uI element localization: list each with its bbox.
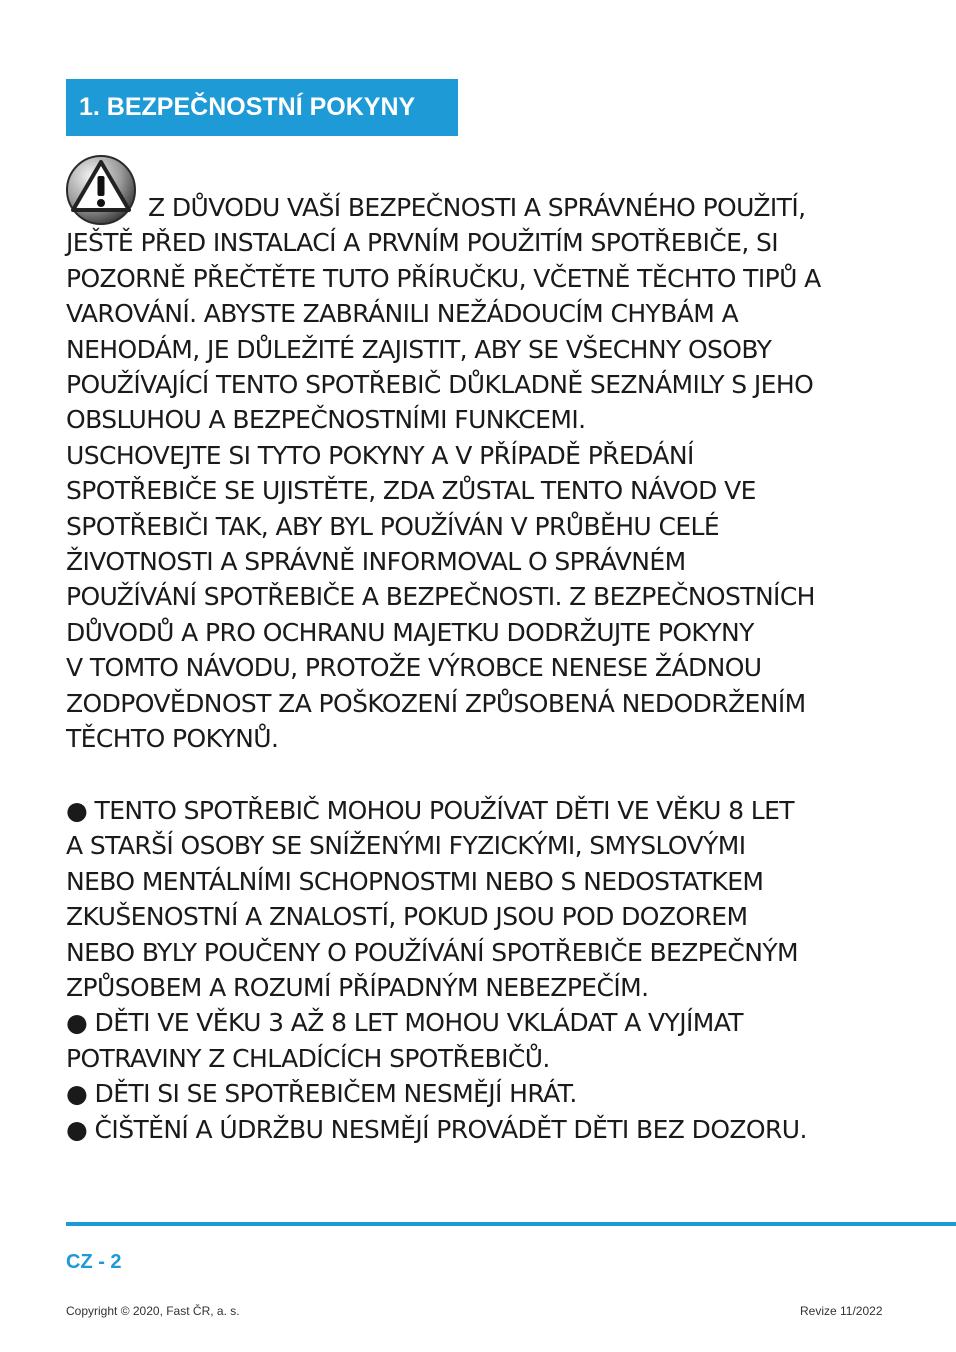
text-line: NEBO BYLY POUČENY O POUŽÍVÁNÍ SPOTŘEBIČE BEZPEČNÝM — [66, 937, 799, 967]
text-line: POUŽÍVAJÍCÍ TENTO SPOTŘEBIČ DŮKLADNĚ SEZNÁMILY S JEHO — [66, 370, 814, 400]
intro-paragraph — [66, 190, 936, 757]
text-line: ZPŮSOBEM A ROZUMÍ PŘÍPADNÝM NEBEZPEČÍM. — [66, 973, 649, 1003]
text-line: Z DŮVODU VAŠÍ BEZPEČNOSTI A SPRÁVNÉHO POUŽITÍ, — [148, 193, 806, 222]
text-line: ● TENTO SPOTŘEBIČ MOHOU POUŽÍVAT DĚTI VE VĚKU 8 LET — [66, 796, 794, 825]
text-line: TĚCHTO POKYNŮ. — [66, 724, 279, 754]
text-line: DŮVODŮ A PRO OCHRANU MAJETKU DODRŽUJTE POKYNY — [66, 617, 754, 647]
text-line: ● DĚTI SI SE SPOTŘEBIČEM NESMĚJÍ HRÁT. — [66, 1079, 577, 1109]
text-line: A STARŠÍ OSOBY SE SNÍŽENÝMI FYZICKÝMI, SMYSLOVÝMI — [66, 831, 746, 861]
text-line: USCHOVEJTE SI TYTO POKYNY A V PŘÍPADĚ PŘEDÁNÍ — [66, 440, 694, 470]
text-line: SPOTŘEBIČI TAK, ABY BYL POUŽÍVÁN V PRŮBĚHU CELÉ — [66, 511, 720, 541]
section-title: 1. BEZPEČNOSTNÍ POKYNY — [66, 79, 458, 136]
text-line: OBSLUHOU A BEZPEČNOSTNÍMI FUNKCEMI. — [66, 405, 586, 435]
text-line: VAROVÁNÍ. ABYSTE ZABRÁNILI NEŽÁDOUCÍM CHYBÁM A — [66, 299, 739, 329]
text-line: NEBO MENTÁLNÍMI SCHOPNOSTMI NEBO S NEDOSTATKEM — [66, 866, 764, 896]
page-number: CZ - 2 — [66, 1251, 122, 1273]
text-line: ● DĚTI VE VĚKU 3 AŽ 8 LET MOHOU VKLÁDAT A VYJÍMAT — [66, 1008, 743, 1038]
text-line: SPOTŘEBIČE SE UJISTĚTE, ZDA ZŮSTAL TENTO NÁVOD VE — [66, 476, 756, 506]
text-line: ŽIVOTNOSTI A SPRÁVNĚ INFORMOVAL O SPRÁVNÉM — [66, 547, 686, 577]
text-line: ZKUŠENOSTNÍ A ZNALOSTÍ, POKUD JSOU POD DOZOREM — [66, 902, 748, 932]
text-line: JEŠTĚ PŘED INSTALACÍ A PRVNÍM POUŽITÍM SPOTŘEBIČE, SI — [66, 228, 779, 258]
copyright-text: Copyright © 2020, Fast ČR, a. s. — [66, 1304, 240, 1318]
text-line: POTRAVINY Z CHLADÍCÍCH SPOTŘEBIČŮ. — [66, 1043, 550, 1073]
revision-text: Revize 11/2022 — [800, 1304, 883, 1318]
text-line: POUŽÍVÁNÍ SPOTŘEBIČE A BEZPEČNOSTI. Z BEZPEČNOSTNÍCH — [66, 582, 815, 612]
text-line: POZORNĚ PŘEČTĚTE TUTO PŘÍRUČKU, VČETNĚ TĚCHTO TIPŮ A — [66, 263, 821, 293]
text-line: NEHODÁM, JE DŮLEŽITÉ ZAJISTIT, ABY SE VŠECHNY OSOBY — [66, 334, 772, 364]
text-line: ZODPOVĚDNOST ZA POŠKOZENÍ ZPŮSOBENÁ NEDODRŽENÍM — [66, 688, 806, 718]
safety-bullet-list — [66, 793, 936, 1147]
text-line: ● ČIŠTĚNÍ A ÚDRŽBU NESMĚJÍ PROVÁDĚT DĚTI BEZ DOZORU. — [66, 1114, 807, 1144]
footer-divider — [66, 1222, 956, 1226]
text-line: V TOMTO NÁVODU, PROTOŽE VÝROBCE NENESE ŽÁDNOU — [66, 653, 762, 683]
